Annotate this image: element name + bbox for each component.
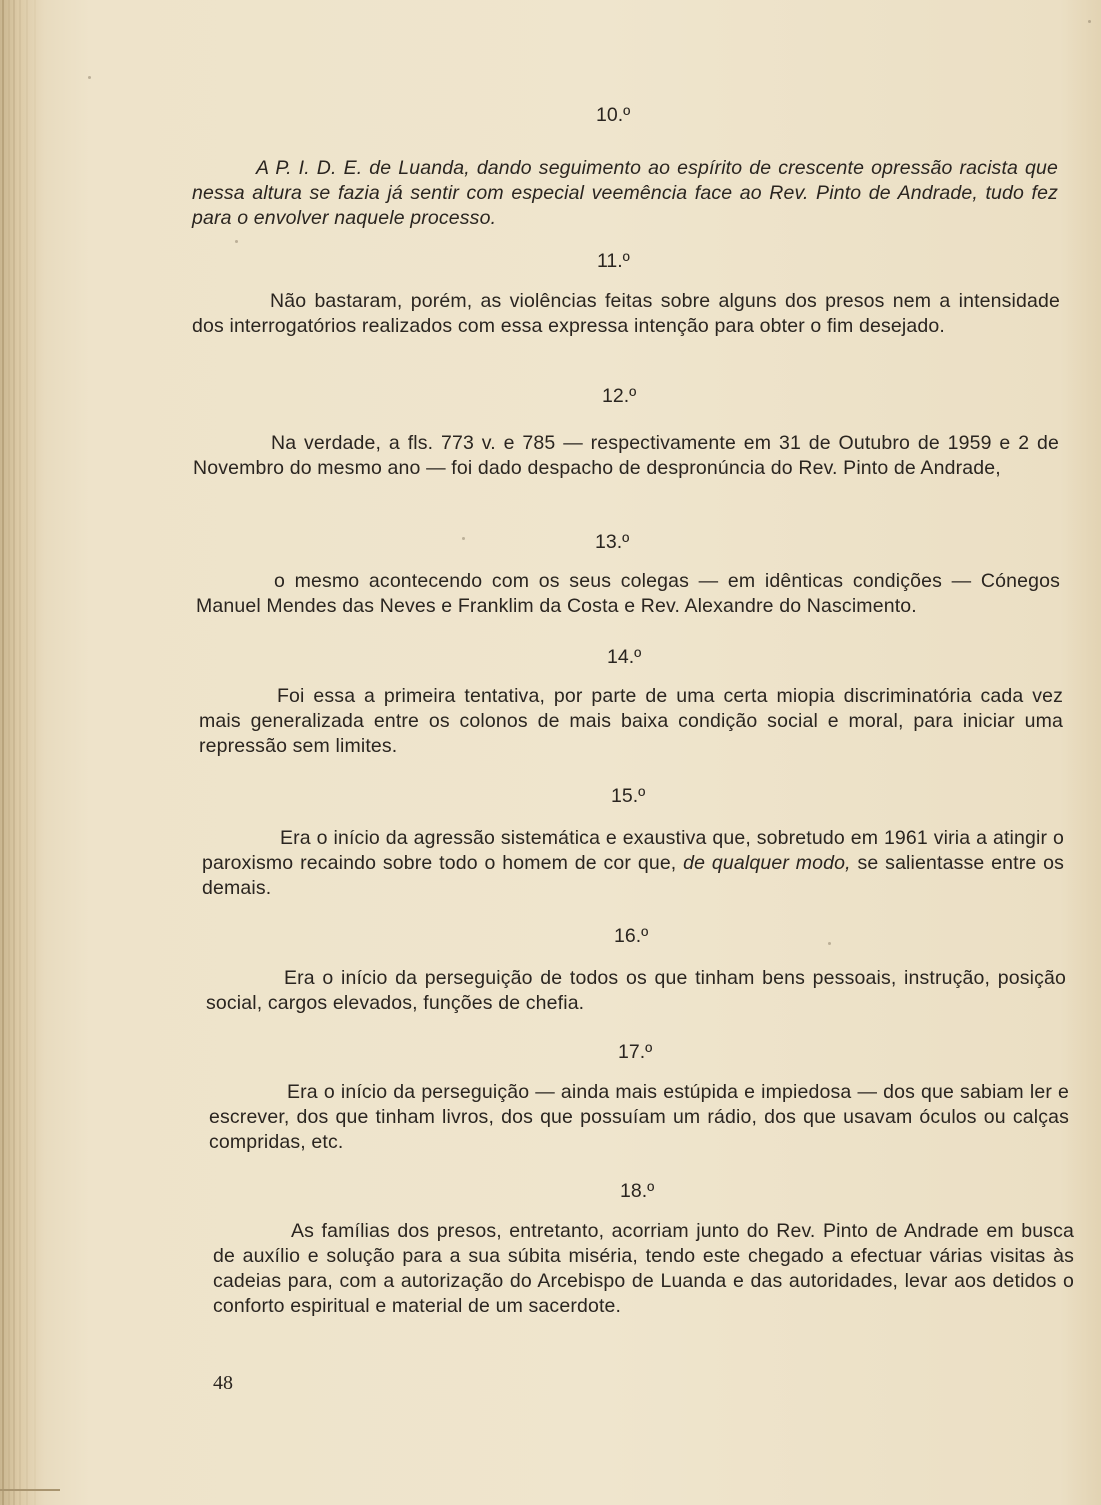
paragraph-part: A P. I. D. E. de Luanda, dando seguimento ao espírito de crescente opressão racista que nessa altura se fazia já sentir com especial veemência face ao Rev. Pinto de Andrade, tudo fez para o envolver naquele processo. [192, 157, 1058, 229]
section-number: 14.º [607, 646, 642, 668]
section-number: 17.º [618, 1041, 653, 1063]
section-paragraph [199, 684, 1063, 759]
section-number: 18.º [620, 1180, 655, 1202]
paragraph-part: Era o início da perseguição — ainda mais estúpida e impiedosa — dos que sabiam ler e escrever, dos que tinham livros, dos que possuíam um rádio, dos que usavam óculos ou calças compridas, etc. [209, 1081, 1069, 1153]
paragraph-text [192, 289, 1060, 339]
section-paragraph [193, 431, 1059, 481]
paper-speck [828, 942, 831, 945]
section-number: 12.º [602, 385, 637, 407]
paragraph-part: Era o início da perseguição de todos os que tinham bens pessoais, instrução, posição social, cargos elevados, funções de chefia. [206, 967, 1066, 1014]
paragraph-text [196, 569, 1060, 619]
paragraph-part: As famílias dos presos, entretanto, acorriam junto do Rev. Pinto de Andrade em busca de auxílio e solução para a sua súbita miséria, tendo este chegado a efectuar várias visitas às cadeias para, com a autorização do Arcebispo de Luanda e das autoridades, levar aos detidos o conforto espiritual e material de um sacerdote. [213, 1220, 1074, 1317]
paragraph-part: Era o início da agressão sistemática e exaustiva que, sobretudo em 1961 viria a atingir o paroxismo recaindo sobre todo o homem de cor que, [202, 827, 1064, 874]
paragraph-text [206, 966, 1066, 1016]
page-number: 48 [213, 1372, 233, 1394]
paragraph-text [199, 684, 1063, 759]
section-paragraph [213, 1219, 1074, 1319]
paragraph-text [213, 1219, 1074, 1319]
paragraph-part-italic: de qualquer modo, [683, 852, 851, 874]
section-paragraph [192, 289, 1060, 339]
section-paragraph [209, 1080, 1069, 1155]
section-paragraph [206, 966, 1066, 1016]
paragraph-part: Foi essa a primeira tentativa, por parte de uma certa miopia discriminatória cada vez mais generalizada entre os colonos de mais baixa condição social e moral, para iniciar uma repressão sem limites. [199, 685, 1063, 757]
section-number: 16.º [614, 925, 649, 947]
paragraph-part: se salientasse entre os demais. [202, 852, 1065, 899]
paragraph-part: Na verdade, a fls. 773 v. e 785 — respectivamente em 31 de Outubro de 1959 e 2 de Novembro do mesmo ano — foi dado despacho de despronúncia do Rev. Pinto de Andrade, [193, 432, 1059, 479]
paper-speck [1088, 20, 1091, 23]
paragraph-text [193, 431, 1059, 481]
paper-speck [88, 76, 91, 79]
paragraph-part: Não bastaram, porém, as violências feitas sobre alguns dos presos nem a intensidade dos interrogatórios realizados com essa expressa intenção para obter o fim desejado. [192, 290, 1060, 337]
paragraph-part: o mesmo acontecendo com os seus colegas — em idênticas condições — Cónegos Manuel Mendes das Neves e Franklim da Costa e Rev. Alexandre do Nascimento. [196, 570, 1060, 617]
section-paragraph [202, 826, 1064, 901]
paper-speck [235, 240, 238, 243]
page-binding-edge [0, 0, 60, 1505]
section-number: 10.º [596, 104, 631, 126]
section-number: 11.º [597, 250, 630, 272]
section-paragraph [192, 156, 1058, 231]
paragraph-text [202, 826, 1064, 901]
paragraph-text [209, 1080, 1069, 1155]
section-paragraph [196, 569, 1060, 619]
section-number: 13.º [595, 531, 630, 553]
paragraph-text [192, 156, 1058, 231]
section-number: 15.º [611, 785, 646, 807]
paper-speck [462, 537, 465, 540]
